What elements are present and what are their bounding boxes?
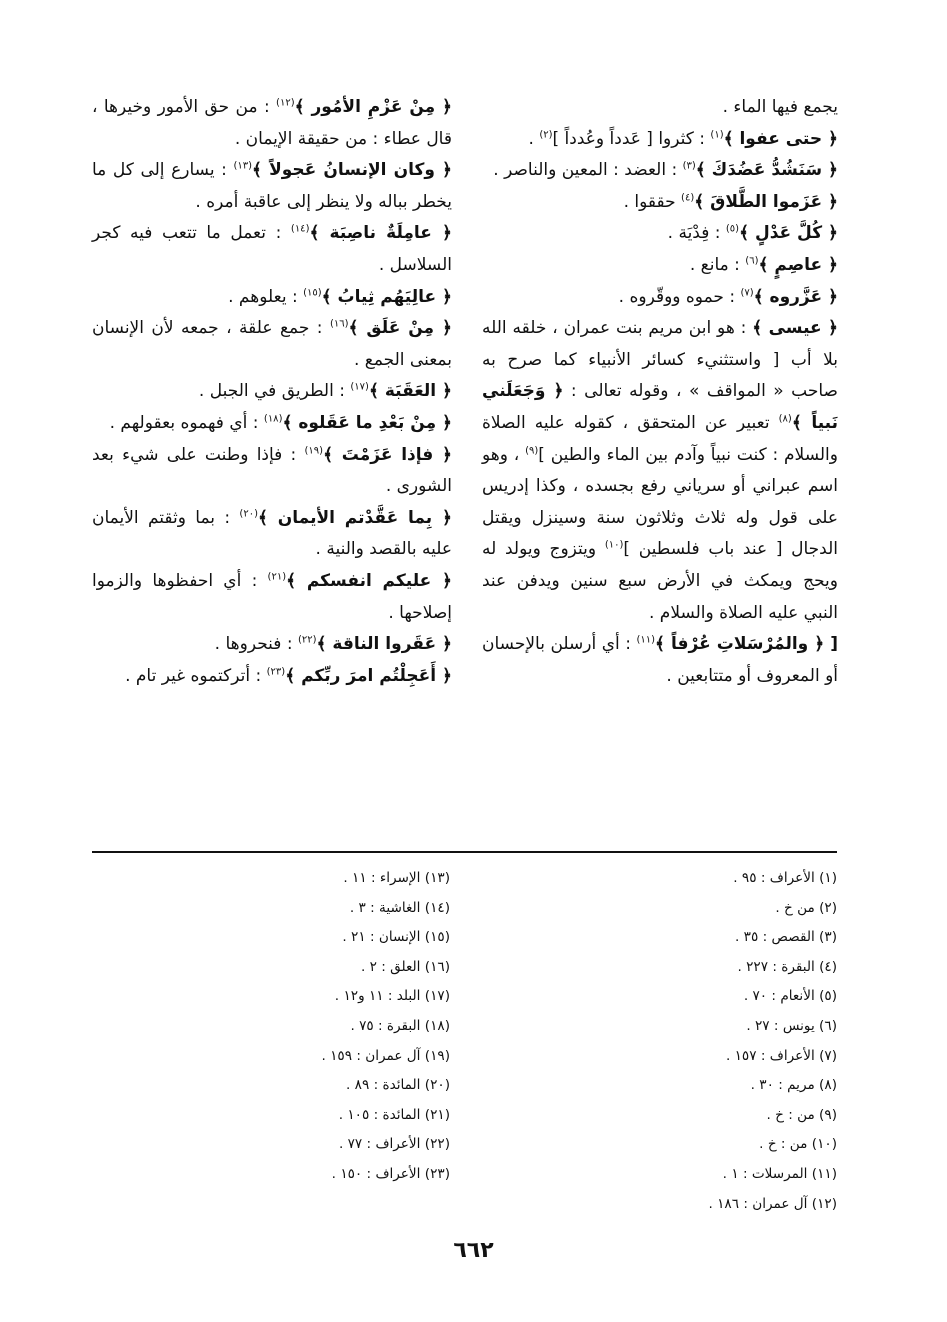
entry-headword: ﴿ بِما عَقَّدْتم الأيمان ﴾ bbox=[257, 507, 452, 528]
entry-headword: ﴿ فإذا عَزَمْتَ ﴾ bbox=[323, 444, 452, 465]
footnote: (١٨) البقرة : ٧٥ . bbox=[350, 1017, 450, 1034]
entry-text: يجمع فيها الماء . bbox=[722, 97, 838, 117]
footnote-ref: (١٤) bbox=[290, 223, 310, 235]
entry bbox=[92, 440, 452, 503]
footnote-ref: (٢) bbox=[539, 128, 553, 140]
footnotes-right bbox=[500, 864, 837, 1219]
footnote: (١) الأعراف : ٩٥ . bbox=[733, 870, 837, 886]
entry bbox=[92, 92, 452, 155]
entry-text: : فنحروها . bbox=[214, 634, 298, 655]
footnote: (٢٢) الأعراف : ٧٧ . bbox=[338, 1136, 450, 1153]
entry-text: ويتزوج ويولد له ويحج ويمكث في الأرض سبع سنين ويدفن عند النبي عليه الصلاة والسلام . bbox=[482, 539, 838, 623]
entry-headword: ﴿ عَقَروا الناقة ﴾ bbox=[316, 634, 452, 655]
footnote: (١٩) آل عمران : ١٥٩ . bbox=[321, 1047, 450, 1064]
footnote-ref: (٣) bbox=[682, 160, 696, 172]
entry-text: تعبير عن المتحقق ، كقوله عليه الصلاة والسلام : كنت نبياً وآدم بين الماء والطين ] bbox=[482, 412, 838, 465]
footnote: (٦) يونس : ٢٧ . bbox=[746, 1017, 837, 1034]
footnote: (١١) المرسلات : ١ . bbox=[722, 1165, 837, 1182]
footnote: (١٢) آل عمران : ١٨٦ . bbox=[708, 1195, 837, 1212]
entry bbox=[92, 376, 452, 408]
footnote-ref: (٥) bbox=[725, 223, 740, 235]
entry-headword: ﴿ مِنْ عَلَق ﴾ bbox=[348, 318, 452, 339]
entry-headword: ﴿ عيسى ﴾ bbox=[752, 318, 838, 339]
entry bbox=[92, 218, 452, 281]
footnote: (١٦) العلق : ٢ . bbox=[360, 958, 450, 975]
entry-headword: ﴿ عَزَموا الطَّلاقَ ﴾ bbox=[694, 191, 838, 212]
footnote: (٤) البقرة : ٢٢٧ . bbox=[737, 958, 837, 975]
footnote-ref: (١٢) bbox=[276, 97, 295, 109]
footnote-ref: (١٠) bbox=[604, 539, 624, 551]
entry bbox=[482, 629, 838, 692]
entry bbox=[482, 282, 838, 314]
entry bbox=[92, 566, 452, 629]
entry-text: . bbox=[528, 128, 540, 149]
entry-text: : أي احفظوها والزموا إصلاحها . bbox=[92, 570, 452, 623]
entry-headword: ﴿ عليكم انفسكم ﴾ bbox=[286, 570, 452, 591]
entry-text: : فإذا وطنت على شيء بعد الشورى . bbox=[92, 444, 452, 497]
footnote: (١٣) الإسراء : ١١ . bbox=[343, 870, 450, 886]
entry-headword: ﴿ مِنْ بَعْدِ ما عَقَلوه ﴾ bbox=[282, 412, 452, 433]
footnote: (٣) القصص : ٣٥ . bbox=[735, 929, 837, 946]
footnote-ref: (٢٢) bbox=[297, 634, 317, 646]
footnote-ref: (١١) bbox=[636, 634, 656, 646]
footnote-separator-rule bbox=[92, 851, 837, 853]
footnote-ref: (١٧) bbox=[350, 381, 369, 393]
entry-text: : أي فهموه بعقولهم . bbox=[109, 412, 264, 433]
footnote-ref: (١٩) bbox=[304, 444, 324, 456]
entry-text: : كثروا [ عَدداً وعُدداً ] bbox=[552, 128, 711, 149]
footnote-ref: (٢١) bbox=[267, 571, 287, 583]
footnote: (٢) من خ . bbox=[775, 899, 837, 916]
footnote: (١٤) الغاشية : ٣ . bbox=[349, 899, 450, 916]
entry-text: : فِدْيَة . bbox=[667, 223, 726, 244]
entry-headword: ﴿ حتى عفوا ﴾ bbox=[723, 128, 838, 149]
entry bbox=[92, 503, 452, 566]
entry bbox=[482, 155, 838, 187]
entry-headword: ﴿ عامِلَةٌ ناصِبَة ﴾ bbox=[309, 223, 452, 244]
footnote: (٢١) المائدة : ١٠٥ . bbox=[338, 1106, 450, 1123]
entry-text: حققوا . bbox=[623, 191, 682, 212]
entry bbox=[482, 313, 838, 629]
entry bbox=[482, 250, 838, 282]
footnote: (١٧) البلد : ١١ و١٢ . bbox=[334, 988, 450, 1005]
footnote-ref: (١) bbox=[710, 128, 724, 140]
footnote-ref: (١٣) bbox=[233, 160, 253, 172]
page-number: ٦٦٢ bbox=[453, 1238, 494, 1263]
entry-text: : يعلوهم . bbox=[228, 286, 304, 307]
entry-text: : يسارع إلى كل ما يخطر بباله ولا ينظر إلى عاقبة أمره . bbox=[92, 160, 452, 212]
entry-headword: ﴿ عاصِمٍ ﴾ bbox=[758, 254, 838, 275]
entry-text: : أتركتموه غير تام . bbox=[125, 665, 267, 686]
entry-headword: ﴿ وكان الإنسانُ عَجولاً ﴾ bbox=[252, 160, 452, 181]
entry-headword: ﴿ عَزَّروه ﴾ bbox=[753, 286, 838, 307]
footnote-ref: (٤) bbox=[681, 192, 695, 204]
entry-text: : مانع . bbox=[689, 254, 746, 275]
entry-text: : من حق الأمور وخيرها ، قال عطاء : من حقيقة الإيمان . bbox=[92, 97, 452, 149]
entry-headword: [ ﴿ والمُرْسَلاتِ عُرْفاً ﴾ bbox=[655, 634, 838, 655]
entry-headword: ﴿ عالِيَهُم ثِيابُ ﴾ bbox=[321, 286, 452, 307]
entry bbox=[482, 187, 838, 219]
entry-text: ، وهو اسم عبراني أو سرياني رفع بجسده ، وكذا إدريس على قول وله ثلاث وثلاثون سنة وسينزل ويقتل الدجال [ عند باب فلسطين ] bbox=[482, 444, 839, 560]
entry-headword: ﴿ كُلَّ عَدْلٍ ﴾ bbox=[739, 223, 838, 244]
footnote: (٩) من : خ . bbox=[766, 1106, 837, 1123]
entry-text: : هو ابن مريم بنت عمران ، خلقه الله بلا أب [ واستثنيء كسائر الأنبياء كما صرح به صاحب « المواقف » ، وقوله تعالى : bbox=[482, 318, 838, 402]
entry bbox=[92, 282, 452, 314]
footnote-ref: (٧) bbox=[740, 286, 754, 298]
entry bbox=[482, 92, 838, 124]
footnote: (٢٠) المائدة : ٨٩ . bbox=[346, 1077, 450, 1094]
entry-text: : العضد : المعين والناصر . bbox=[493, 160, 683, 181]
footnote-ref: (٢٠) bbox=[239, 508, 258, 520]
footnote-ref: (١٨) bbox=[263, 413, 283, 425]
entry-text: : حموه ووقّروه . bbox=[618, 286, 741, 307]
entry-headword: ﴿ سَنَشُدُّ عَضُدَكَ ﴾ bbox=[695, 160, 838, 181]
footnote: (١٥) الإنسان : ٢١ . bbox=[342, 929, 450, 946]
entry-headword: ﴿ وَجَعَلَني نَبياً ﴾ bbox=[482, 381, 839, 433]
footnote-ref: (٩) bbox=[525, 444, 539, 456]
entry-text: : جمع علقة ، جمعه لأن الإنسان بمعنى الجمع . bbox=[92, 318, 452, 370]
footnote-ref: (٦) bbox=[745, 255, 759, 267]
footnote: (١٠) من : خ . bbox=[759, 1136, 837, 1153]
entry-text: : الطريق في الجبل . bbox=[198, 381, 351, 402]
entry-headword: ﴿ العَقَبَة ﴾ bbox=[368, 381, 452, 402]
entry bbox=[92, 313, 452, 376]
entry bbox=[92, 629, 452, 661]
entry-text: : تعمل ما تتعب فيه كجر السلاسل . bbox=[92, 223, 452, 275]
left-text-column bbox=[92, 92, 452, 692]
footnote-ref: (٨) bbox=[778, 413, 792, 425]
footnote-ref: (١٦) bbox=[329, 318, 349, 330]
entry bbox=[92, 408, 452, 440]
entry-headword: ﴿ أَعَجِلْتُم امرَ ربِّكم ﴾ bbox=[285, 665, 452, 686]
footnote-ref: (١٥) bbox=[303, 286, 322, 298]
entry bbox=[482, 124, 838, 156]
footnotes-left bbox=[150, 864, 450, 1190]
footnote: (٨) مريم : ٣٠ . bbox=[750, 1077, 837, 1094]
entry bbox=[482, 218, 838, 250]
entry-text: : بما وثقتم الأيمان عليه بالقصد والنية . bbox=[92, 507, 452, 560]
right-text-column bbox=[482, 92, 838, 692]
entry bbox=[92, 155, 452, 218]
footnote: (٢٣) الأعراف : ١٥٠ . bbox=[331, 1165, 450, 1182]
footnote-ref: (٢٣) bbox=[266, 666, 286, 678]
footnote: (٧) الأعراف : ١٥٧ . bbox=[725, 1047, 837, 1064]
footnote: (٥) الأنعام : ٧٠ . bbox=[743, 988, 837, 1005]
entry-headword: ﴿ مِنْ عَزْمِ الأمُور ﴾ bbox=[294, 97, 452, 117]
entry-text: : أي أرسلن بالإحسان أو المعروف أو متتابعين . bbox=[482, 634, 838, 686]
entry bbox=[92, 661, 452, 693]
